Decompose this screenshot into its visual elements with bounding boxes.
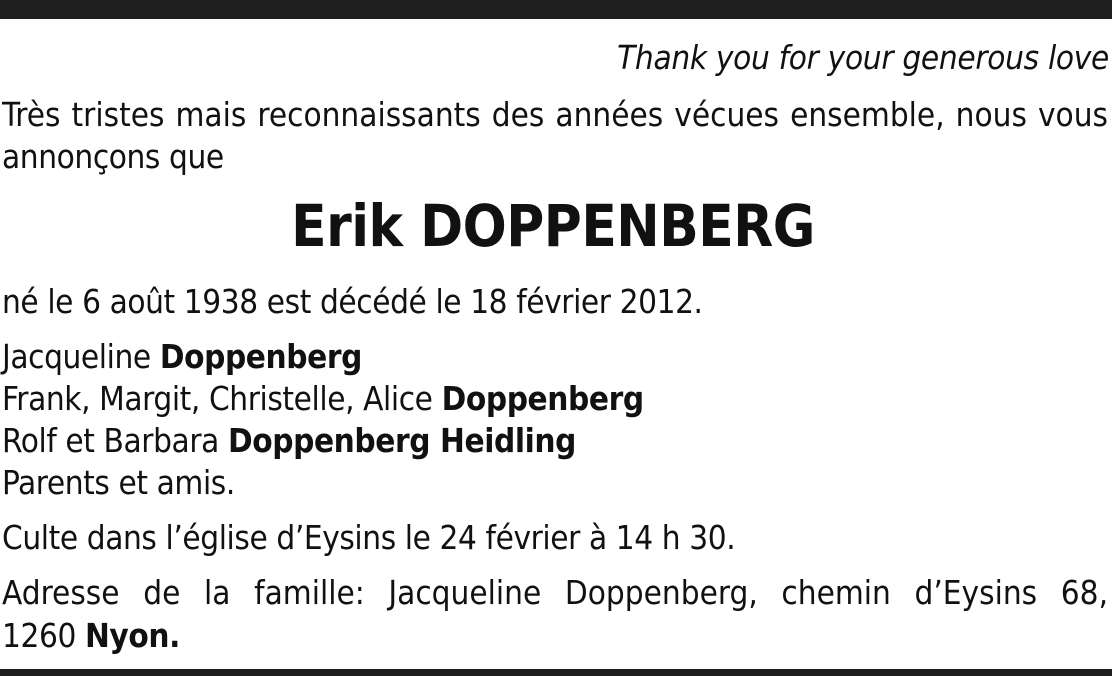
intro-line-1: Très tristes mais reconnaissants des années vécues ensemble, nous vous [2, 95, 1108, 134]
family-member-3 [2, 421, 576, 460]
family-member-1 [2, 337, 362, 376]
bottom-border [0, 669, 1112, 676]
family-surname: Doppenberg Heidling [227, 421, 576, 460]
family-given-names: Jacqueline [2, 337, 160, 376]
deceased-name: Erik DOPPENBERG [291, 192, 815, 260]
family-surname: Doppenberg [159, 337, 362, 376]
family-member-2 [2, 379, 644, 418]
address-postcode: 1260 [2, 616, 85, 655]
address-line-1: Adresse de la famille: Jacqueline Doppenberg, chemin d’Eysins 68, [2, 573, 1108, 612]
family-surname: Doppenberg [441, 379, 644, 418]
address-city: Nyon. [84, 616, 180, 655]
dates-line: né le 6 août 1938 est décédé le 18 février 2012. [2, 282, 703, 321]
family-given-names: Frank, Margit, Christelle, Alice [2, 379, 442, 418]
family-closing: Parents et amis. [2, 463, 235, 502]
family-given-names: Rolf et Barbara [2, 421, 228, 460]
service-line: Culte dans l’église d’Eysins le 24 février à 14 h 30. [2, 518, 736, 557]
motto: Thank you for your generous love [617, 38, 1109, 77]
intro-line-2: annonçons que [2, 137, 224, 176]
address-line-2 [2, 616, 180, 655]
